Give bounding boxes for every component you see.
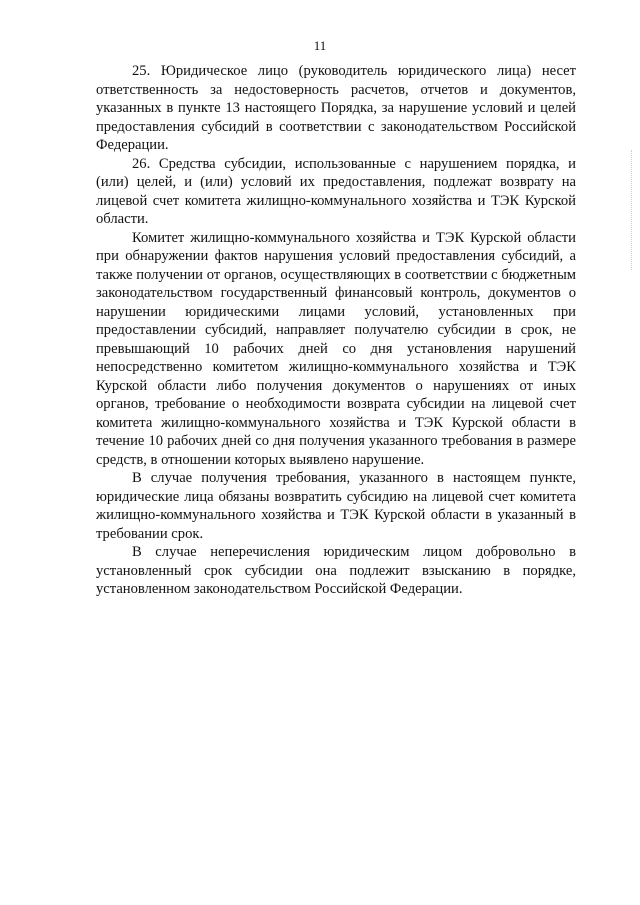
- paragraph-25: 25. Юридическое лицо (руководитель юридического лица) несет ответственность за недостоверность расчетов, отчетов и документов, указанных в пункте 13 настоящего Порядка, за нарушение условий и целей предоставления субсидий в соответствии с законодательством Российской Федерации.: [96, 63, 576, 153]
- paragraph-committee-requirement: Комитет жилищно-коммунального хозяйства и ТЭК Курской области при обнаружении фактов нарушения условий предоставления субсидий, а также получении от органов, осуществляющих в соответствии с бюджетным законодательством государственный финансовый контроль, документов о нарушении юридическими лицами условий, установленных при предоставлении субсидий, направляет получателю субсидии в срок, не превышающий 10 рабочих дней со дня установления нарушений непосредственно комитетом жилищно-коммунального хозяйства и ТЭК Курской области либо получения документов о нарушениях от иных органов, требование о необходимости возврата субсидии на лицевой счет комитета жилищно-коммунального хозяйства и ТЭК Курской области в течение 10 рабочих дней со дня получения указанного требования в размере средств, в отношении которых выявлено нарушение.: [96, 229, 576, 468]
- page-number: 11: [313, 38, 327, 53]
- paragraph-recovery: В случае неперечисления юридическим лицом добровольно в установленный срок субсидии она подлежит взысканию в порядке, установленном законодательством Российской Федерации.: [96, 544, 576, 597]
- scan-edge-mark: [630, 150, 632, 270]
- paragraph-26: 26. Средства субсидии, использованные с нарушением порядка, и (или) целей, и (или) условий их предоставления, подлежат возврату на лицевой счет комитета жилищно-коммунального хозяйства и ТЭК Курской области.: [96, 155, 576, 227]
- document-body: [96, 62, 576, 599]
- paragraph-return-obligation: В случае получения требования, указанного в настоящем пункте, юридические лица обязаны возвратить субсидию на лицевой счет комитета жилищно-коммунального хозяйства и ТЭК Курской области в указанный в требовании срок.: [96, 470, 576, 542]
